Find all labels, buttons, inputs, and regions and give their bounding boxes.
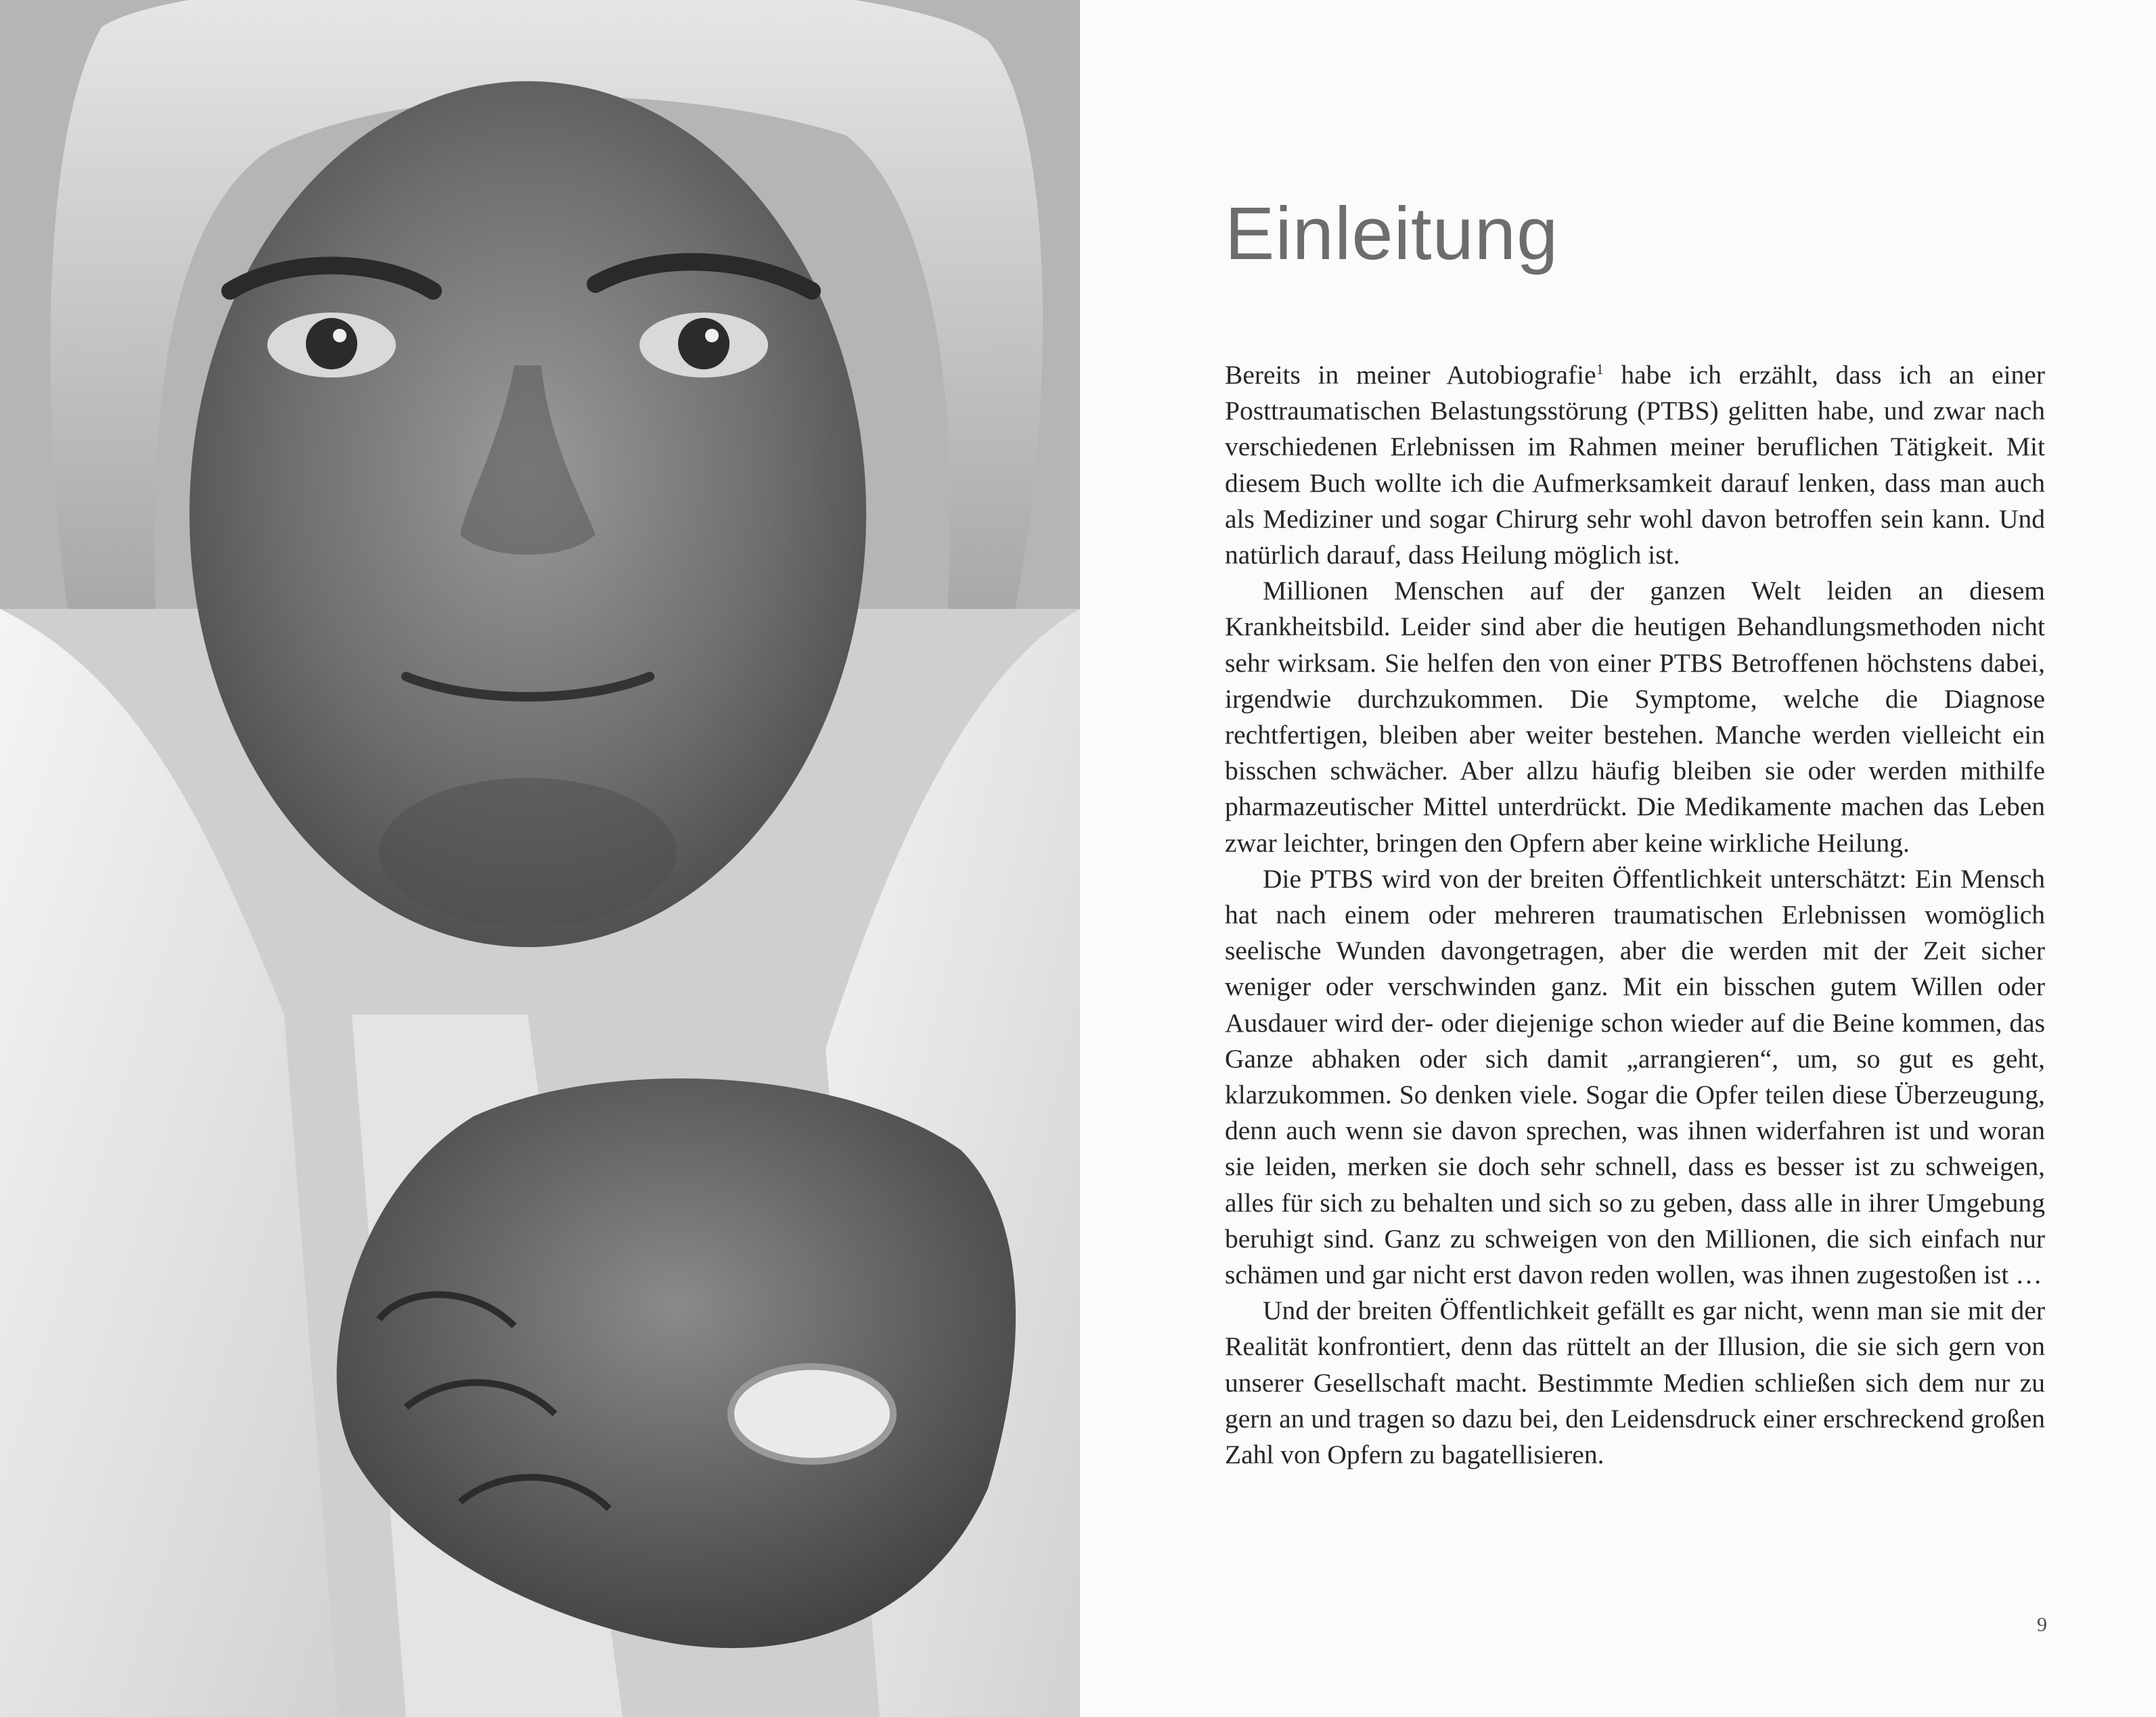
chapter-title: Einleitung bbox=[1225, 192, 1559, 275]
paragraph-2: Millionen Menschen auf der ganzen Welt leiden an diesem Krankheitsbild. Leider sind aber die heutigen Behandlungsmethoden nicht sehr wirksam. Sie helfen den von einer PTBS Betroffenen höchstens dabei, irgendwie durchzukommen. Die Symptome, welche die Diagnose rechtfertigen, bleiben aber weiter bestehen. Manche werden vielleicht ein bisschen schwächer. Aber allzu häufig bleiben sie oder werden mithilfe pharmazeutischer Mittel unterdrückt. Die Medikamente machen das Leben zwar leichter, bringen den Opfern aber keine wirkliche Heilung. bbox=[1225, 576, 2045, 858]
paragraph-1 bbox=[1225, 357, 2045, 573]
paragraph-3: Die PTBS wird von der breiten Öffentlichkeit unterschätzt: Ein Mensch hat nach einem oder mehreren traumatischen Erlebnissen womöglich seelische Wunden davongetragen, aber die werden mit der Zeit sicher weniger oder verschwinden ganz. Mit ein bisschen gutem Willen oder Ausdauer wird der- oder diejenige schon wieder auf die Beine kommen, das Ganze abhaken oder sich damit „arrangieren“, um, so gut es geht, klarzukommen. So denken viele. Sogar die Opfer teilen diese Überzeugung, denn auch wenn sie davon sprechen, was ihnen widerfahren ist und woran sie leiden, merken sie doch sehr schnell, dass es besser ist zu schweigen, alles für sich zu behalten und sich so zu geben, dass alle in ihrer Umgebung beruhigt sind. Ganz zu schweigen von den Millionen, die sich einfach nur schämen und gar nicht erst davon reden wollen, was ihnen zugestoßen ist … bbox=[1225, 863, 2045, 1290]
footnote-marker: 1 bbox=[1596, 361, 1604, 377]
page-number: 9 bbox=[2037, 1613, 2047, 1636]
ring-icon bbox=[731, 1367, 893, 1461]
paragraph-1-start: Bereits in meiner Autobiografie bbox=[1225, 360, 1596, 390]
text-page bbox=[1080, 0, 2156, 1717]
body-text bbox=[1225, 357, 2045, 1473]
paragraph-1-rest: habe ich erzählt, dass ich an einer Posttraumatischen Belastungsstörung (PTBS) gelitten habe, und zwar nach verschiedenen Erlebnissen im Rahmen meiner beruflichen Tätigkeit. Mit diesem Buch wollte ich die Aufmerksamkeit darauf lenken, dass man auch als Mediziner und sogar Chirurg sehr wohl davon betroffen sein kann. Und natürlich darauf, dass Heilung möglich ist. bbox=[1225, 360, 2045, 570]
paragraph-4: Und der breiten Öffentlichkeit gefällt es gar nicht, wenn man sie mit der Realität konfrontiert, denn das rüttelt an der Illusion, die sie sich gern von unserer Gesellschaft macht. Bestimmte Medien schließen sich dem nur zu gern an und tragen so dazu bei, den Leidensdruck einer erschreckend großen Zahl von Opfern zu bagatellisieren. bbox=[1225, 1296, 2045, 1470]
